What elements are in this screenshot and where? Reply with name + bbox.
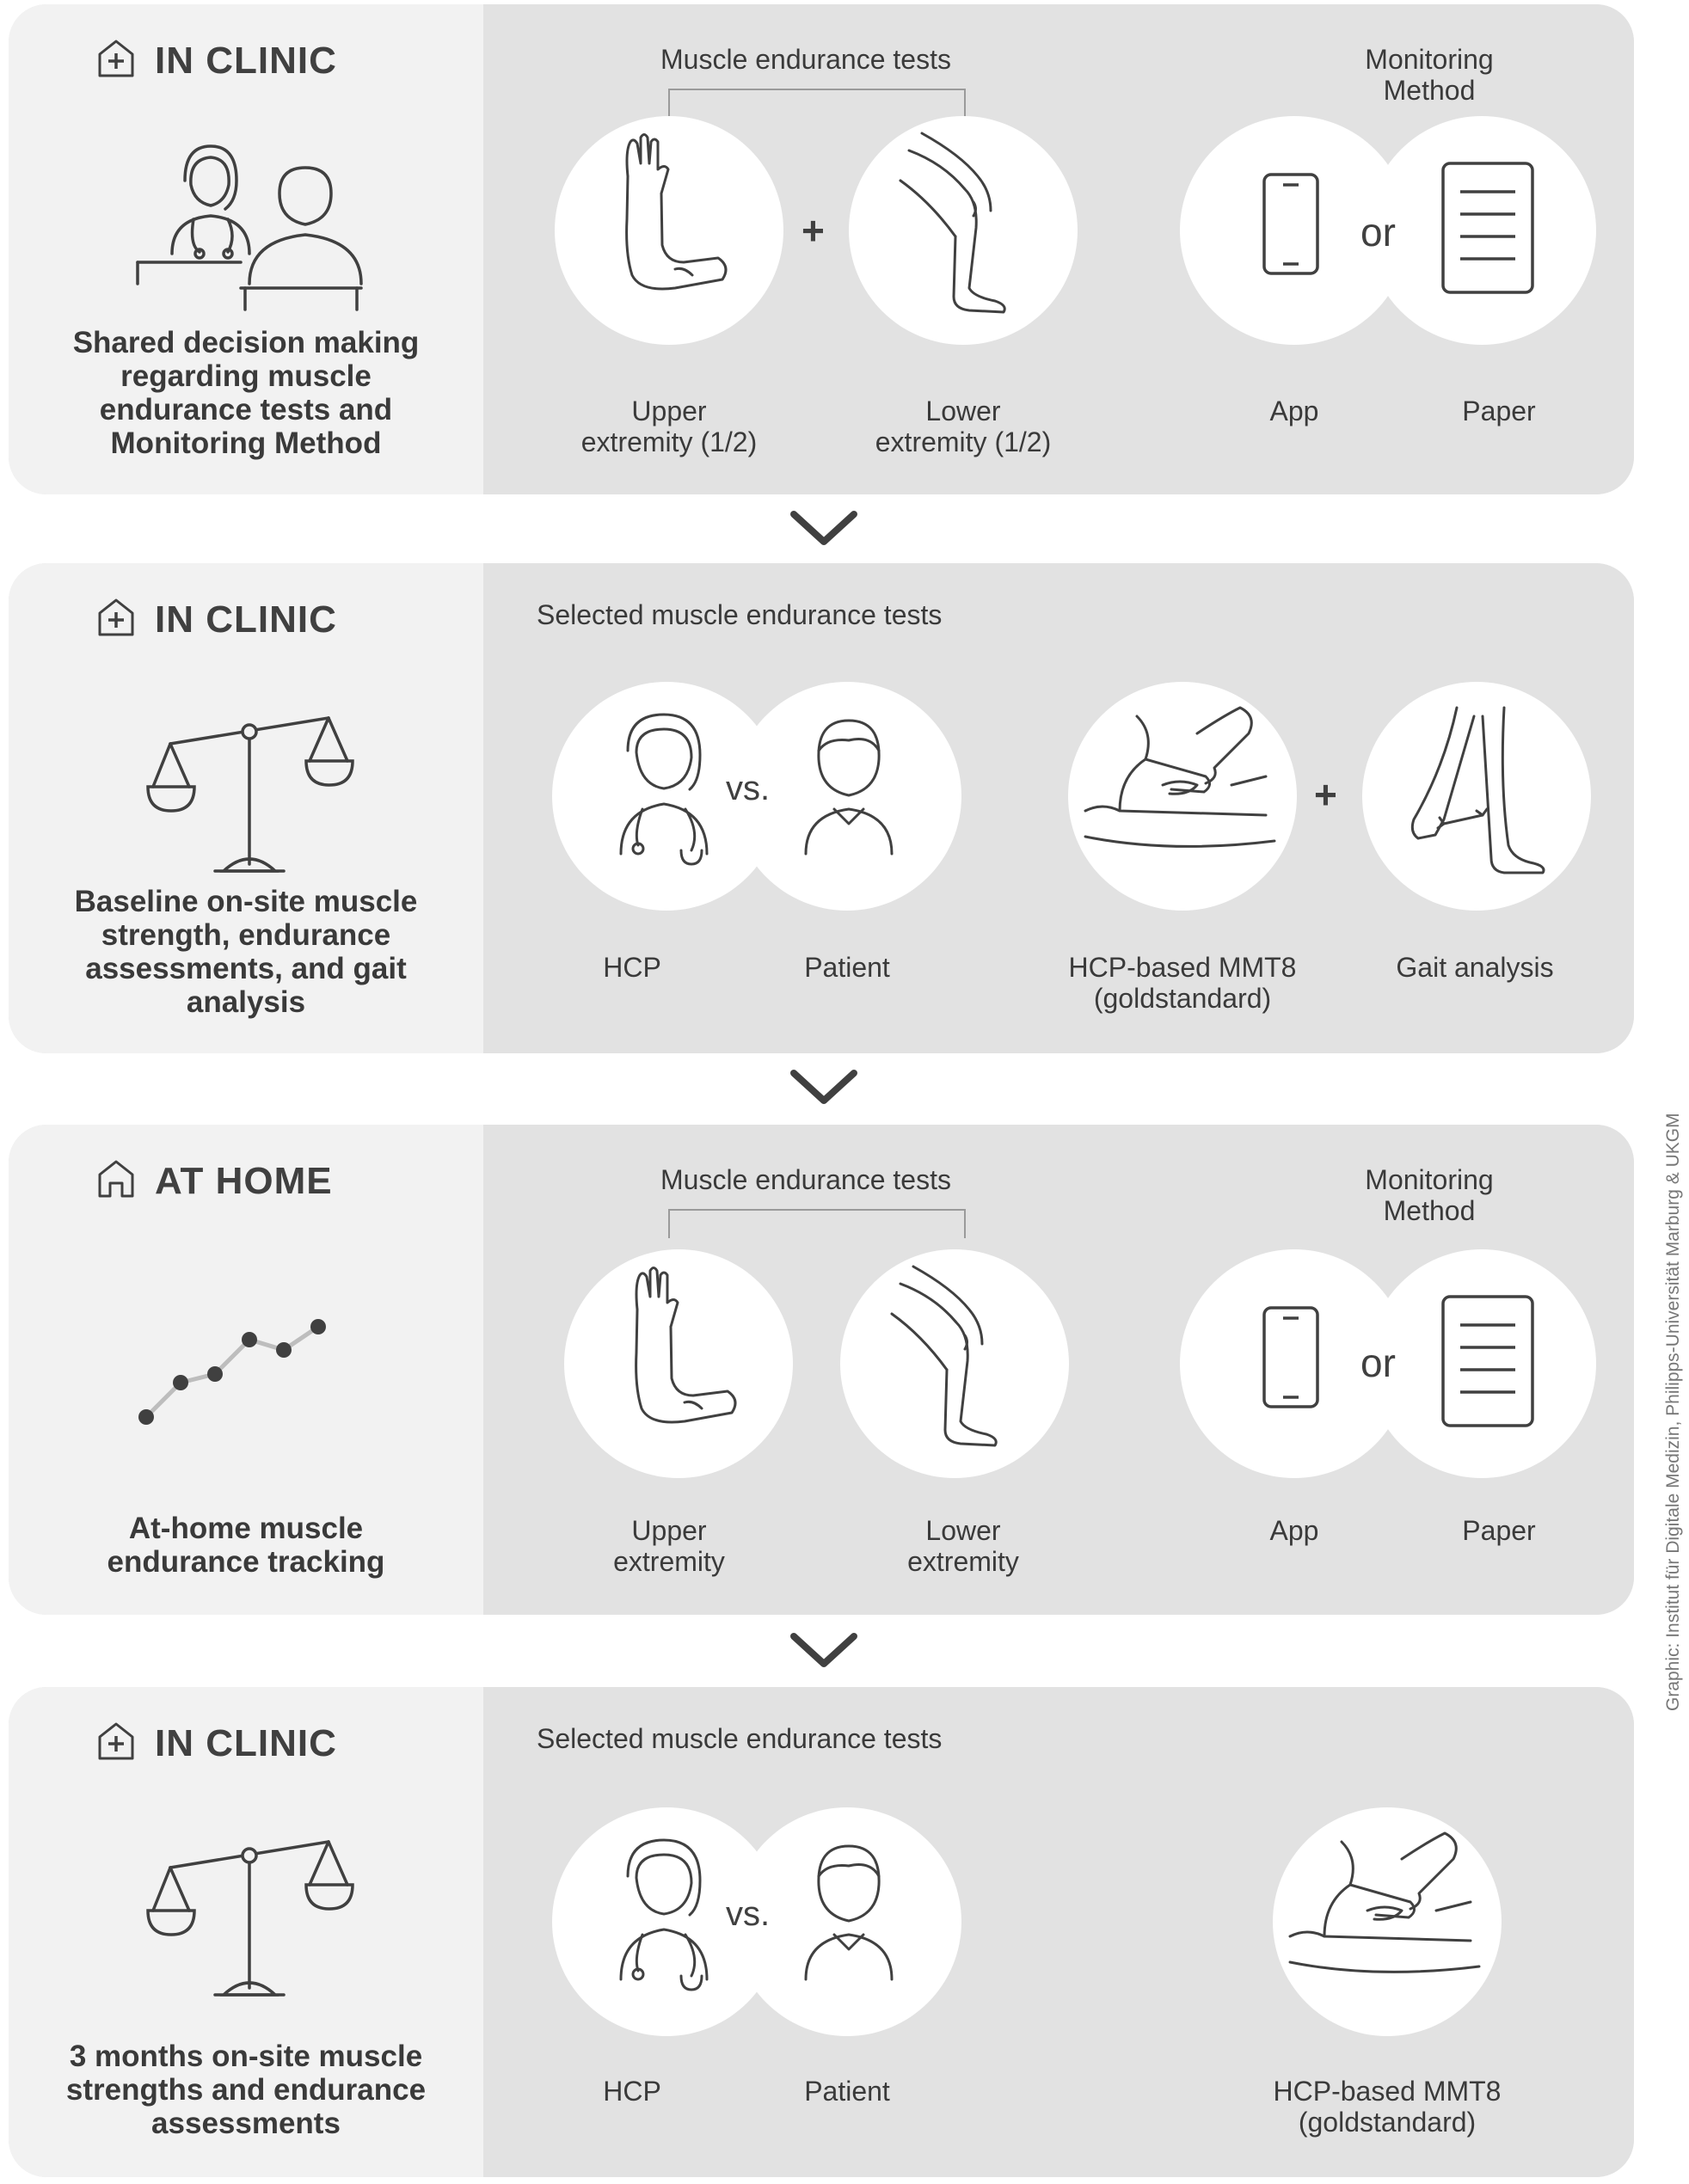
panel-1-caption xyxy=(34,326,458,460)
balance-scale-icon xyxy=(129,1825,370,2014)
panel-2-location-label: IN CLINIC xyxy=(155,598,337,641)
panel-2-gait-label: Gait analysis xyxy=(1396,952,1554,983)
upper-label-line: Upper xyxy=(631,1515,707,1546)
panel-2-location xyxy=(95,596,337,643)
paper-icon xyxy=(1367,1249,1596,1478)
panel-1-caption-line: endurance tests and xyxy=(99,393,393,426)
panel-2-caption-line: assessments, and gait xyxy=(85,952,407,985)
panel-3-right xyxy=(483,1125,1634,1615)
arm-icon xyxy=(555,116,783,345)
panel-3-upper-label xyxy=(540,1515,798,1577)
panel-1-upper-label xyxy=(540,396,798,457)
leg-icon xyxy=(849,116,1078,345)
panel-3-tests-title: Muscle endurance tests xyxy=(660,1164,951,1195)
panel-2-right xyxy=(483,563,1634,1053)
home-icon xyxy=(95,1157,138,1205)
clinic-icon xyxy=(95,596,138,643)
panel-1-caption-line: Shared decision making xyxy=(72,326,420,359)
panel-1 xyxy=(9,4,1634,494)
panel-4-left xyxy=(9,1687,483,2177)
clinic-icon xyxy=(95,37,138,84)
panel-1-tests-title: Muscle endurance tests xyxy=(660,44,951,75)
panel-2-caption-line: strength, endurance xyxy=(101,918,391,952)
panel-4-vs: vs. xyxy=(726,1895,771,1933)
panel-2-patient-label: Patient xyxy=(804,952,890,983)
panel-1-monitoring-title xyxy=(1274,44,1584,106)
lower-label-line: extremity xyxy=(907,1546,1019,1577)
monitoring-title-line: Monitoring xyxy=(1365,1164,1494,1195)
upper-label-line: Upper xyxy=(631,396,707,426)
panel-4-tests-title: Selected muscle endurance tests xyxy=(537,1723,943,1754)
paper-icon xyxy=(1367,116,1596,345)
mmt-label-line: (goldstandard) xyxy=(1298,2107,1477,2138)
panel-3-paper-label: Paper xyxy=(1462,1515,1536,1546)
mmt-label-line: (goldstandard) xyxy=(1093,983,1272,1014)
panel-1-location xyxy=(95,37,337,84)
panel-2-left xyxy=(9,563,483,1053)
panel-3-caption xyxy=(34,1512,458,1579)
gait-icon xyxy=(1362,682,1591,911)
monitoring-title-line: Method xyxy=(1383,75,1476,106)
panel-2-mmt-label xyxy=(1036,952,1329,1014)
monitoring-title-line: Method xyxy=(1383,1195,1476,1226)
mmt8-icon xyxy=(1273,1807,1502,2036)
panel-1-location-label: IN CLINIC xyxy=(155,39,337,82)
panel-1-lower-label xyxy=(834,396,1092,457)
panel-3-lower-label xyxy=(834,1515,1092,1577)
panel-4-caption-line: 3 months on-site muscle xyxy=(69,2040,423,2073)
panel-2 xyxy=(9,563,1634,1053)
panel-1-paper-label: Paper xyxy=(1462,396,1536,426)
doctor-consult-icon xyxy=(129,133,370,322)
mmt8-icon xyxy=(1068,682,1297,911)
mmt-label-line: HCP-based MMT8 xyxy=(1068,952,1297,983)
panel-4-mmt-label xyxy=(1241,2076,1533,2138)
panel-3-monitoring-title xyxy=(1274,1164,1584,1226)
lower-label-line: Lower xyxy=(925,396,1001,426)
trend-line-icon xyxy=(129,1271,370,1460)
upper-label-line: extremity xyxy=(613,1546,725,1577)
panel-1-or: or xyxy=(1360,210,1396,255)
panel-4-hcp-label: HCP xyxy=(603,2076,661,2107)
chevron-down-icon xyxy=(787,507,861,550)
panel-3-caption-line: At-home muscle xyxy=(128,1512,364,1545)
arm-icon xyxy=(564,1249,793,1478)
panel-4-caption-line: strengths and endurance xyxy=(65,2073,427,2107)
mmt-label-line: HCP-based MMT8 xyxy=(1273,2076,1502,2107)
panel-3-or: or xyxy=(1360,1340,1396,1385)
lower-label-line: extremity (1/2) xyxy=(875,426,1052,457)
panel-4-location xyxy=(95,1720,337,1767)
panel-1-app-label: App xyxy=(1269,396,1319,426)
panel-1-right xyxy=(483,4,1634,494)
upper-label-line: extremity (1/2) xyxy=(580,426,758,457)
panel-2-caption xyxy=(34,885,458,1019)
panel-3-caption-line: endurance tracking xyxy=(107,1545,385,1579)
panel-1-tests-bracket xyxy=(668,89,966,118)
chevron-down-icon xyxy=(787,1066,861,1109)
monitoring-title-line: Monitoring xyxy=(1365,44,1494,75)
panel-2-hcp-label: HCP xyxy=(603,952,661,983)
panel-1-left xyxy=(9,4,483,494)
panel-2-vs: vs. xyxy=(726,770,771,807)
lower-label-line: Lower xyxy=(925,1515,1001,1546)
panel-3 xyxy=(9,1125,1634,1615)
chevron-down-icon xyxy=(787,1629,861,1672)
leg-icon xyxy=(840,1249,1069,1478)
panel-2-caption-line: analysis xyxy=(186,985,306,1019)
graphic-credit: Graphic: Institut für Digitale Medizin, Philipps-Universität Marburg & UKGM xyxy=(1663,1113,1683,1711)
panel-1-caption-line: Monitoring Method xyxy=(110,426,382,460)
panel-4-patient-label: Patient xyxy=(804,2076,890,2107)
panel-3-left xyxy=(9,1125,483,1615)
panel-3-location-label: AT HOME xyxy=(155,1159,333,1202)
clinic-icon xyxy=(95,1720,138,1767)
panel-2-plus: + xyxy=(1314,772,1337,817)
panel-1-caption-line: regarding muscle xyxy=(120,359,372,393)
balance-scale-icon xyxy=(129,701,370,890)
panel-4-location-label: IN CLINIC xyxy=(155,1721,337,1764)
panel-3-location xyxy=(95,1157,333,1205)
panel-3-app-label: App xyxy=(1269,1515,1319,1546)
panel-2-tests-title: Selected muscle endurance tests xyxy=(537,599,943,630)
panel-4 xyxy=(9,1687,1634,2177)
panel-3-tests-bracket xyxy=(668,1209,966,1238)
panel-1-plus: + xyxy=(802,208,825,253)
panel-4-right xyxy=(483,1687,1634,2177)
panel-4-caption-line: assessments xyxy=(151,2107,341,2140)
panel-2-caption-line: Baseline on-site muscle xyxy=(74,885,418,918)
panel-4-caption xyxy=(34,2040,458,2140)
